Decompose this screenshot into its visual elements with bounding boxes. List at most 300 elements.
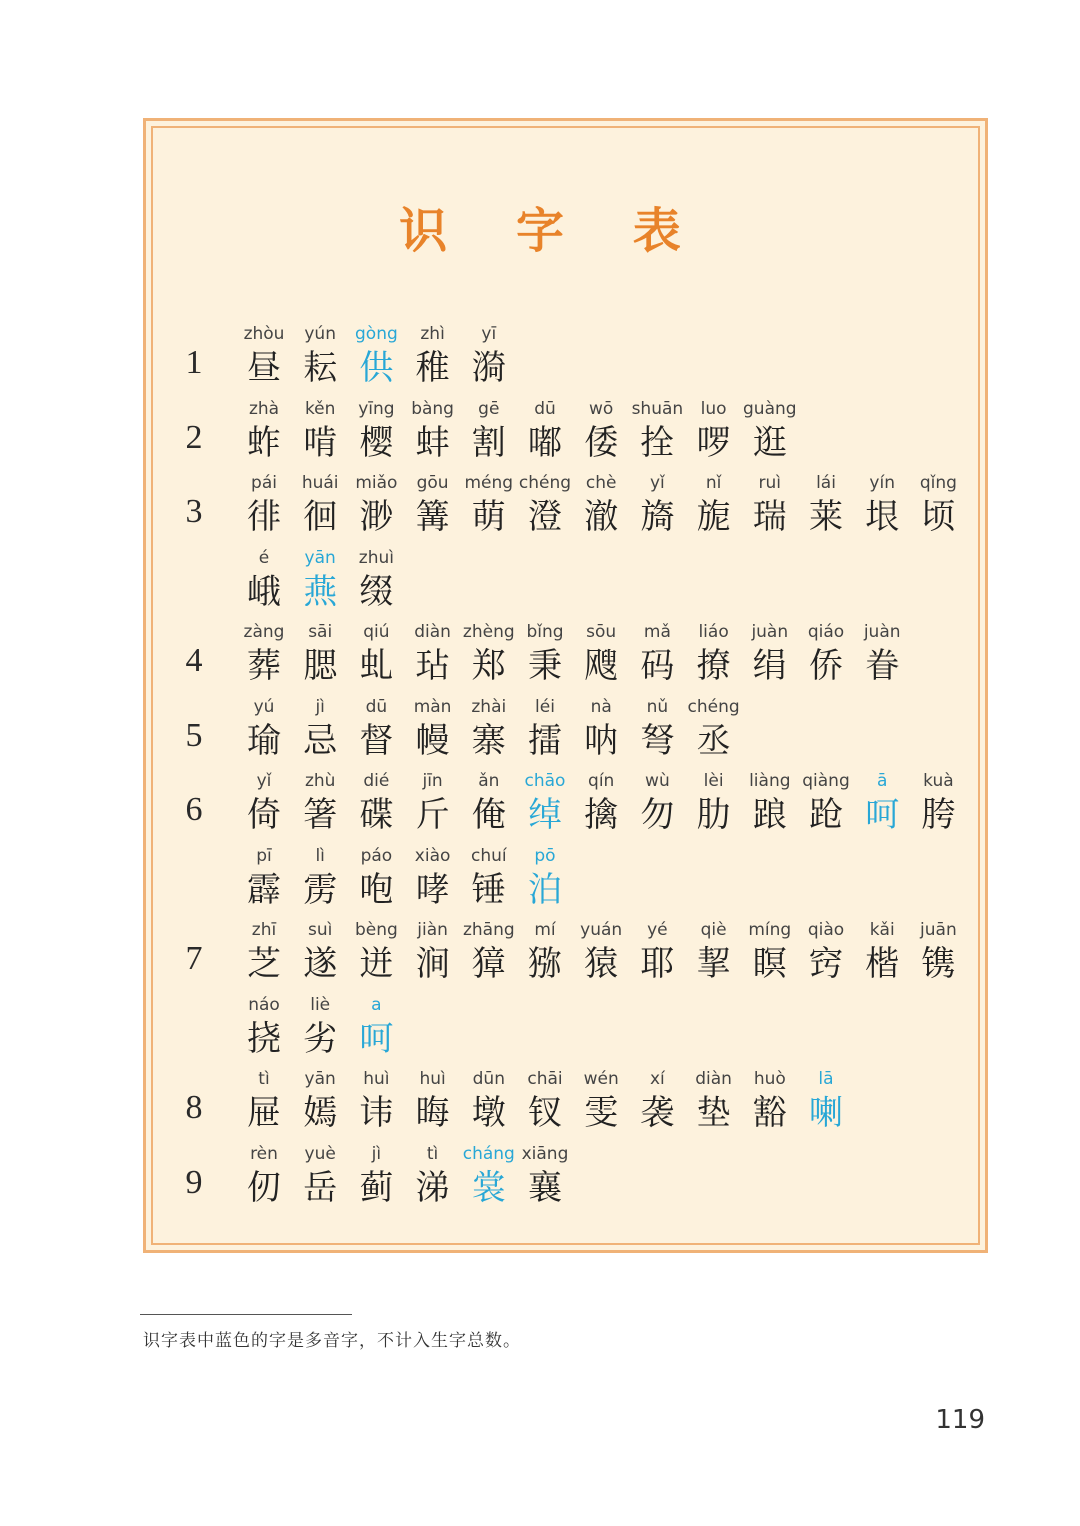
hanzi: 踉	[752, 795, 787, 835]
character-entry	[234, 1067, 294, 1135]
character-entry	[346, 471, 406, 539]
hanzi: 寨	[471, 720, 506, 761]
pinyin: chāi	[527, 1069, 563, 1089]
pinyin: sāi	[308, 622, 333, 642]
hanzi: 割	[471, 422, 506, 463]
hanzi: 豁	[752, 1093, 787, 1133]
pinyin: chāo	[524, 771, 566, 791]
pinyin: miǎo	[355, 473, 398, 493]
character-entry	[403, 918, 463, 986]
pinyin: chéng	[518, 473, 572, 493]
character-entry	[290, 695, 350, 763]
pinyin: zàng	[243, 622, 285, 642]
character-entry	[684, 471, 744, 539]
pinyin: dū	[534, 398, 556, 419]
character-entry	[740, 620, 800, 688]
hanzi: 咆	[359, 869, 394, 910]
character-entry	[796, 620, 856, 688]
pinyin: yuán	[580, 920, 623, 940]
hanzi: 霹	[247, 869, 281, 910]
pinyin: jīn	[422, 771, 443, 791]
hanzi: 供	[359, 348, 394, 388]
footnote-rule	[140, 1314, 352, 1315]
pinyin: tì	[426, 1143, 439, 1164]
pinyin: míng	[748, 920, 792, 940]
pinyin: ā	[876, 771, 888, 791]
character-entry	[627, 471, 687, 539]
pinyin: chéng	[687, 696, 740, 717]
hanzi: 窍	[809, 944, 843, 984]
pinyin: xiāng	[521, 1143, 569, 1164]
character-entry	[234, 322, 294, 390]
hanzi: 勿	[640, 795, 675, 835]
pinyin: yún	[304, 324, 336, 344]
hanzi: 猕	[528, 944, 562, 984]
pinyin: liáo	[698, 622, 729, 642]
hanzi: 肋	[696, 795, 731, 835]
pinyin: méng	[464, 473, 514, 493]
character-entry	[290, 1142, 350, 1210]
hanzi: 呵	[865, 795, 900, 835]
pinyin: huò	[753, 1069, 786, 1089]
character-entry	[346, 1142, 406, 1210]
hanzi: 弩	[640, 720, 675, 761]
character-entry	[459, 769, 519, 837]
character-entry	[403, 844, 463, 912]
pinyin: yǐ	[256, 771, 272, 791]
character-entry	[627, 620, 687, 688]
character-entry	[571, 695, 631, 763]
pinyin: jì	[315, 696, 325, 717]
character-entry	[515, 844, 575, 912]
hanzi: 襄	[528, 1167, 562, 1208]
character-entry	[459, 322, 519, 390]
hanzi: 挈	[696, 944, 731, 984]
hanzi: 擂	[528, 720, 562, 761]
pinyin: liè	[310, 994, 331, 1015]
character-entry	[459, 471, 519, 539]
character-entry	[515, 1067, 575, 1135]
pinyin: qiú	[363, 622, 390, 642]
pinyin: yān	[304, 1069, 336, 1089]
hanzi: 垠	[865, 497, 900, 537]
hanzi: 篝	[415, 497, 450, 537]
character-entry	[403, 620, 463, 688]
character-entry	[627, 397, 687, 465]
hanzi: 拴	[640, 422, 675, 463]
pinyin: nǐ	[705, 473, 722, 493]
character-entry	[571, 1067, 631, 1135]
character-entry	[908, 918, 968, 986]
pinyin: diàn	[414, 622, 451, 642]
hanzi: 泊	[528, 869, 562, 910]
hanzi: 飕	[584, 646, 619, 686]
hanzi: 葬	[247, 646, 281, 686]
hanzi: 遂	[303, 944, 338, 984]
hanzi: 嫣	[303, 1093, 338, 1133]
hanzi: 耘	[303, 348, 338, 388]
hanzi: 蓟	[359, 1167, 394, 1208]
hanzi: 斤	[415, 795, 450, 835]
hanzi: 啃	[303, 422, 338, 463]
hanzi: 芝	[247, 944, 281, 984]
hanzi: 旖	[640, 497, 675, 537]
character-entry	[346, 769, 406, 837]
character-entry	[740, 397, 800, 465]
character-entry	[571, 397, 631, 465]
pinyin: zhāng	[462, 920, 515, 940]
character-entry	[346, 918, 406, 986]
hanzi: 劣	[303, 1018, 338, 1059]
pinyin: mǎ	[643, 622, 671, 642]
hanzi: 萌	[471, 497, 506, 537]
pinyin: dié	[363, 771, 390, 791]
pinyin: yīng	[358, 398, 395, 419]
hanzi: 绰	[528, 795, 562, 835]
hanzi: 岳	[303, 1167, 338, 1208]
hanzi: 楷	[865, 944, 900, 984]
pinyin: yuè	[304, 1143, 336, 1164]
page-title: 识 字 表	[399, 203, 707, 259]
character-entry	[852, 769, 912, 837]
character-entry	[290, 918, 350, 986]
character-entry	[403, 471, 463, 539]
hanzi: 喇	[809, 1093, 843, 1133]
hanzi: 澄	[528, 497, 562, 537]
hanzi: 绢	[752, 646, 787, 686]
pinyin: zhài	[471, 696, 507, 717]
character-entry	[684, 769, 744, 837]
character-entry	[346, 1067, 406, 1135]
pinyin: zhī	[251, 920, 277, 940]
pinyin: gōu	[416, 473, 449, 493]
hanzi: 忌	[303, 720, 338, 761]
character-entry	[627, 918, 687, 986]
pinyin: kǎi	[869, 920, 895, 940]
pinyin: huái	[301, 473, 339, 493]
hanzi: 莱	[809, 497, 843, 537]
character-entry	[796, 471, 856, 539]
character-entry	[571, 918, 631, 986]
hanzi: 瞑	[752, 944, 787, 984]
character-entry	[571, 769, 631, 837]
character-entry	[403, 322, 463, 390]
pinyin: lì	[315, 845, 325, 866]
pinyin: lái	[816, 473, 836, 493]
pinyin: nǔ	[646, 696, 669, 717]
hanzi: 秉	[528, 646, 562, 686]
footnote: 识字表中蓝色的字是多音字，不计入生字总数。	[143, 1331, 521, 1351]
hanzi: 獐	[471, 944, 506, 984]
character-entry	[515, 1142, 575, 1210]
character-entry	[403, 1067, 463, 1135]
pinyin: páo	[360, 845, 393, 866]
pinyin: mí	[534, 920, 556, 940]
pinyin: yǐ	[649, 473, 665, 493]
pinyin: chè	[585, 473, 617, 493]
character-entry	[740, 1067, 800, 1135]
character-entry	[515, 769, 575, 837]
pinyin: luo	[700, 398, 727, 419]
character-entry	[234, 397, 294, 465]
hanzi: 哮	[415, 869, 450, 910]
hanzi: 钗	[528, 1093, 562, 1133]
pinyin: suì	[308, 920, 333, 940]
pinyin: huì	[363, 1069, 390, 1089]
character-entry	[459, 844, 519, 912]
hanzi: 燕	[303, 571, 338, 612]
character-entry	[290, 546, 350, 614]
character-entry	[627, 1067, 687, 1135]
hanzi: 裳	[471, 1167, 506, 1208]
character-entry	[290, 993, 350, 1061]
character-entry	[515, 918, 575, 986]
hanzi: 码	[640, 646, 675, 686]
character-entry	[852, 471, 912, 539]
pinyin: juàn	[863, 622, 901, 642]
pinyin: wō	[589, 398, 614, 419]
character-entry	[515, 397, 575, 465]
hanzi: 讳	[359, 1093, 394, 1133]
hanzi: 渺	[359, 497, 394, 537]
hanzi: 缀	[359, 571, 394, 612]
character-entry	[459, 1142, 519, 1210]
hanzi: 雳	[303, 869, 338, 910]
character-entry	[346, 695, 406, 763]
pinyin: kěn	[304, 398, 336, 419]
pinyin: zhuì	[358, 547, 394, 568]
character-entry	[684, 620, 744, 688]
pinyin: bàng	[411, 398, 454, 419]
pinyin: yé	[647, 920, 668, 940]
hanzi: 侨	[809, 646, 843, 686]
pinyin: qiè	[700, 920, 727, 940]
character-entry	[459, 620, 519, 688]
hanzi: 猿	[584, 944, 619, 984]
character-entry	[403, 1142, 463, 1210]
hanzi: 俺	[471, 795, 506, 835]
character-entry	[852, 620, 912, 688]
character-entry	[684, 918, 744, 986]
hanzi: 晦	[415, 1093, 450, 1133]
hanzi: 啰	[696, 422, 731, 463]
pinyin: lā	[818, 1069, 834, 1089]
pinyin: yī	[481, 324, 497, 344]
pinyin: cháng	[462, 1143, 515, 1164]
hanzi: 耶	[640, 944, 675, 984]
hanzi: 袭	[640, 1093, 675, 1133]
hanzi: 瑞	[752, 497, 787, 537]
pinyin: léi	[535, 696, 555, 717]
pinyin: juàn	[751, 622, 789, 642]
pinyin: pī	[256, 845, 272, 866]
pinyin: yú	[253, 696, 275, 717]
character-entry	[459, 1067, 519, 1135]
hanzi: 幔	[415, 720, 450, 761]
pinyin: qín	[588, 771, 615, 791]
pinyin: nà	[590, 696, 612, 717]
hanzi: 碟	[359, 795, 394, 835]
hanzi: 澈	[584, 497, 619, 537]
character-entry	[234, 546, 294, 614]
hanzi: 徘	[247, 497, 281, 537]
hanzi: 仞	[247, 1167, 281, 1208]
hanzi: 峨	[247, 571, 281, 612]
character-entry	[740, 918, 800, 986]
hanzi: 迸	[359, 944, 394, 984]
pinyin: qǐng	[919, 473, 957, 493]
hanzi: 昼	[247, 348, 281, 388]
character-entry	[403, 397, 463, 465]
hanzi: 倭	[584, 422, 619, 463]
character-entry	[403, 769, 463, 837]
pinyin: zhà	[248, 398, 280, 419]
pinyin: qiào	[807, 920, 845, 940]
pinyin: sōu	[586, 622, 617, 642]
hanzi: 督	[359, 720, 394, 761]
hanzi: 丞	[696, 720, 731, 761]
pinyin: qiàng	[802, 771, 850, 791]
character-entry	[290, 397, 350, 465]
pinyin: zhù	[304, 771, 336, 791]
pinyin: juān	[920, 920, 957, 940]
pinyin: xiào	[414, 845, 451, 866]
character-entry	[515, 471, 575, 539]
character-entry	[290, 769, 350, 837]
hanzi: 擒	[584, 795, 619, 835]
lesson-number: 8	[185, 1089, 203, 1126]
hanzi: 漪	[471, 348, 506, 388]
character-entry	[234, 620, 294, 688]
pinyin: bèng	[354, 920, 398, 940]
hanzi: 腮	[303, 646, 338, 686]
hanzi: 虬	[359, 646, 394, 686]
hanzi: 胯	[921, 795, 956, 835]
pinyin: dū	[365, 696, 388, 717]
character-entry	[515, 620, 575, 688]
pinyin: qiáo	[807, 622, 845, 642]
hanzi: 倚	[247, 795, 281, 835]
character-entry	[459, 918, 519, 986]
hanzi: 嘟	[528, 422, 562, 463]
pinyin: wù	[645, 771, 670, 791]
hanzi: 徊	[303, 497, 338, 537]
hanzi: 逛	[752, 422, 787, 463]
pinyin: zhòu	[243, 324, 285, 344]
lesson-number: 9	[185, 1163, 203, 1201]
pinyin: liàng	[749, 771, 791, 791]
character-entry	[796, 1067, 856, 1135]
character-entry	[740, 471, 800, 539]
pinyin: ruì	[758, 473, 782, 493]
pinyin: yān	[304, 547, 336, 568]
lesson-number: 3	[185, 493, 203, 530]
pinyin: gòng	[355, 324, 398, 344]
pinyin: a	[371, 994, 382, 1015]
character-entry	[908, 471, 968, 539]
pinyin: kuà	[923, 771, 954, 791]
character-entry	[627, 769, 687, 837]
character-entry	[740, 769, 800, 837]
pinyin: pō	[534, 845, 556, 866]
character-entry	[234, 769, 294, 837]
hanzi: 呐	[584, 720, 619, 761]
character-entry	[346, 322, 406, 390]
hanzi: 撩	[696, 646, 731, 686]
hanzi: 箸	[303, 795, 338, 835]
character-entry	[571, 471, 631, 539]
character-entry	[684, 695, 744, 763]
pinyin: chuí	[470, 845, 507, 866]
lesson-number: 6	[185, 791, 203, 828]
character-entry	[796, 769, 856, 837]
character-entry	[346, 620, 406, 688]
pinyin: diàn	[695, 1069, 732, 1089]
hanzi: 垫	[696, 1093, 731, 1133]
character-entry	[684, 1067, 744, 1135]
pinyin: guàng	[743, 398, 797, 419]
character-entry	[908, 769, 968, 837]
hanzi: 顷	[921, 497, 956, 537]
pinyin: bǐng	[526, 622, 564, 642]
character-entry	[290, 844, 350, 912]
hanzi: 眷	[865, 646, 900, 686]
hanzi: 瑜	[247, 720, 281, 761]
pinyin: zhèng	[462, 622, 515, 642]
character-entry	[515, 695, 575, 763]
hanzi: 稚	[415, 348, 450, 388]
character-entry	[234, 471, 294, 539]
pinyin: tì	[258, 1069, 270, 1089]
pinyin: huì	[419, 1069, 446, 1089]
hanzi: 蚱	[247, 422, 281, 463]
pinyin: jiàn	[417, 920, 448, 940]
pinyin: yín	[869, 473, 895, 493]
lesson-number: 2	[185, 418, 203, 456]
pinyin: lèi	[703, 771, 724, 791]
hanzi: 旎	[696, 497, 731, 537]
character-entry	[796, 918, 856, 986]
character-entry	[346, 844, 406, 912]
pinyin: xí	[649, 1069, 665, 1089]
character-entry	[852, 918, 912, 986]
pinyin: jì	[371, 1143, 382, 1164]
character-entry	[234, 695, 294, 763]
hanzi: 郑	[471, 646, 506, 686]
character-entry	[346, 397, 406, 465]
pinyin: pái	[251, 473, 277, 493]
hanzi: 锤	[471, 869, 506, 910]
pinyin: dūn	[472, 1069, 505, 1089]
lesson-number: 7	[185, 940, 203, 977]
page-number: 119	[935, 1405, 985, 1435]
hanzi: 涕	[415, 1167, 450, 1208]
hanzi: 挠	[247, 1018, 281, 1059]
pinyin: é	[258, 547, 270, 568]
character-entry	[290, 471, 350, 539]
character-entry	[459, 397, 519, 465]
hanzi: 墩	[471, 1093, 506, 1133]
hanzi: 镌	[921, 944, 956, 984]
pinyin: zhì	[420, 324, 445, 344]
hanzi: 玷	[415, 646, 450, 686]
pinyin: shuān	[631, 398, 684, 419]
character-entry	[684, 397, 744, 465]
character-entry	[290, 620, 350, 688]
character-entry	[234, 918, 294, 986]
pinyin: gē	[478, 398, 500, 419]
lesson-number: 5	[185, 716, 203, 754]
